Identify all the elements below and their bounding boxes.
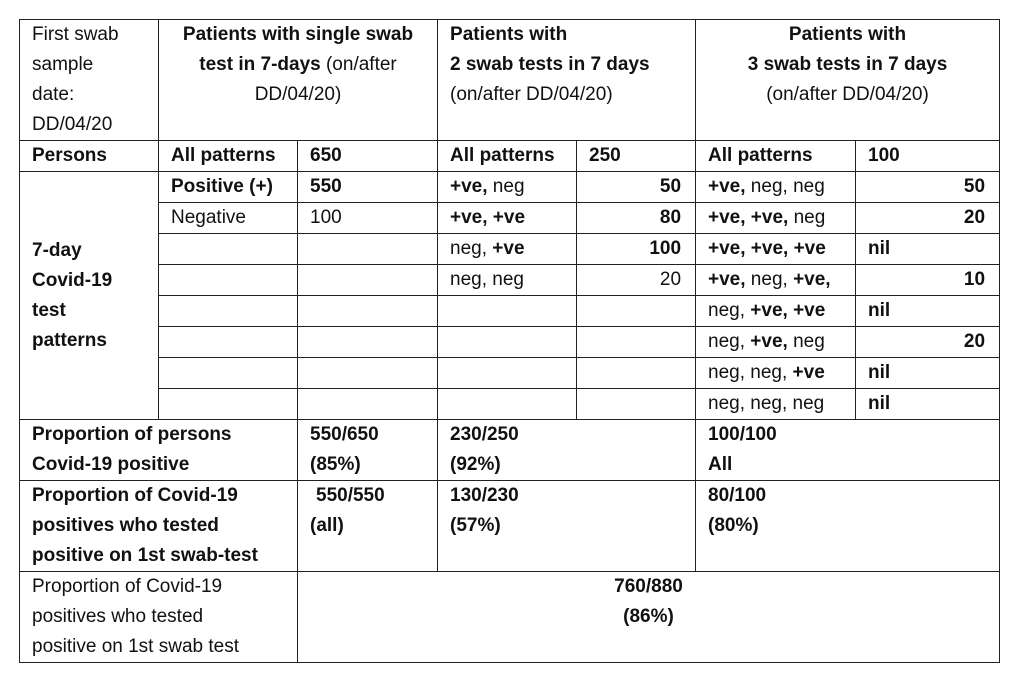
value-line: 550/650 (310, 424, 379, 445)
empty-cell (159, 234, 298, 265)
label-line: Proportion of Covid-19 (32, 485, 238, 506)
header-two-line2: 2 swab tests in 7 days (450, 54, 650, 75)
header-three-line1: Patients with (788, 24, 907, 45)
header-first-swab-date (20, 20, 159, 141)
empty-cell (577, 327, 696, 358)
three-proportion-first (696, 481, 1000, 572)
overall-label (20, 572, 298, 663)
two-pattern-count: 50 (659, 176, 682, 197)
single-all-patterns-count: 650 (310, 145, 342, 166)
three-pattern-bold: +ve, (708, 269, 746, 290)
three-pattern-count: 10 (963, 269, 986, 290)
empty-cell (298, 327, 438, 358)
value-line: All (708, 454, 733, 475)
header-single-line1: Patients with single swab (182, 24, 414, 45)
label-line: positives who tested (32, 606, 204, 627)
empty-cell (159, 296, 298, 327)
header-three-line3: (on/after DD/04/20) (766, 84, 929, 105)
pattern-row (20, 172, 1000, 203)
pattern-row (20, 265, 1000, 296)
header-first-line: DD/04/20 (32, 114, 113, 135)
pattern-row (20, 327, 1000, 358)
empty-cell (438, 358, 577, 389)
three-pattern-normal: neg, neg, neg (708, 393, 825, 414)
header-two-swab (438, 20, 696, 141)
header-single-line3: DD/04/20) (254, 84, 342, 105)
label-line: positive on 1st swab test (32, 636, 239, 657)
empty-cell (159, 358, 298, 389)
three-pattern-count: 50 (963, 176, 986, 197)
empty-cell (438, 327, 577, 358)
single-pattern-label: Positive (+) (171, 176, 273, 197)
value-line: 230/250 (450, 424, 519, 445)
overall-value (298, 572, 1000, 663)
header-two-line3: (on/after DD/04/20) (450, 84, 613, 105)
value-line: (80%) (708, 515, 759, 536)
header-single-tail2: (on/after (320, 54, 397, 75)
header-single-bold2: test in 7-days (199, 54, 321, 75)
value-line: 130/230 (450, 485, 519, 506)
header-two-line1: Patients with (450, 24, 568, 45)
three-all-patterns-count: 100 (868, 145, 900, 166)
header-three-swab (696, 20, 1000, 141)
two-proportion-positive (438, 420, 696, 481)
value-line: (92%) (450, 454, 501, 475)
table-container (19, 19, 1000, 663)
proportion-positive-label (20, 420, 298, 481)
pattern-row (20, 234, 1000, 265)
three-pattern-bold: +ve, +ve (750, 300, 826, 321)
header-first-line: First swab (32, 24, 119, 45)
single-pattern-count: 100 (310, 207, 342, 228)
three-all-patterns-label: All patterns (708, 145, 813, 166)
pattern-row (20, 389, 1000, 420)
label-line: Proportion of Covid-19 (32, 576, 223, 597)
header-row (20, 20, 1000, 141)
empty-cell (577, 296, 696, 327)
two-pattern-count: 20 (659, 269, 682, 290)
value-line: 760/880 (614, 576, 683, 597)
two-all-patterns-label: All patterns (450, 145, 555, 166)
value-line: (57%) (450, 515, 501, 536)
two-proportion-first (438, 481, 696, 572)
pattern-row (20, 203, 1000, 234)
three-pattern-normal: neg (788, 207, 826, 228)
empty-cell (298, 389, 438, 420)
empty-cell (577, 358, 696, 389)
three-pattern-normal: neg, neg, (708, 362, 793, 383)
two-pattern-normal: neg, (450, 238, 493, 259)
header-first-line: date: (32, 84, 75, 105)
single-all-patterns-label: All patterns (171, 145, 276, 166)
value-line: (85%) (310, 454, 361, 475)
single-pattern-count: 550 (310, 176, 342, 197)
single-proportion-positive (298, 420, 438, 481)
label-line: Covid-19 positive (32, 454, 190, 475)
label-line: positive on 1st swab-test (32, 545, 258, 566)
single-pattern-label: Negative (171, 207, 246, 228)
three-pattern-count: nil (868, 393, 891, 414)
three-pattern-bold: +ve (792, 362, 825, 383)
empty-cell (298, 265, 438, 296)
three-pattern-bold: +ve, (750, 331, 788, 352)
empty-cell (298, 296, 438, 327)
three-pattern-normal: neg (787, 331, 825, 352)
two-pattern-normal: neg (487, 176, 525, 197)
proportion-positive-row (20, 420, 1000, 481)
overall-row (20, 572, 1000, 663)
three-pattern-count: 20 (963, 331, 986, 352)
three-pattern-count: nil (868, 300, 891, 321)
empty-cell (159, 389, 298, 420)
pattern-row (20, 358, 1000, 389)
two-pattern-count: 100 (649, 238, 682, 259)
two-pattern-bold: +ve (492, 238, 525, 259)
three-pattern-normal: neg, neg (745, 176, 825, 197)
patterns-label-cell (20, 172, 159, 420)
two-pattern-normal: neg, neg (450, 269, 524, 290)
persons-row (20, 141, 1000, 172)
empty-cell (298, 234, 438, 265)
three-pattern-bold: +ve, (708, 176, 746, 197)
value-line: 550/550 (316, 485, 385, 506)
value-line: (86%) (623, 606, 674, 627)
value-line: (all) (310, 515, 344, 536)
three-pattern-count: nil (868, 238, 891, 259)
three-pattern-count: nil (868, 362, 891, 383)
label-line: Proportion of persons (32, 424, 232, 445)
two-pattern-count: 80 (659, 207, 682, 228)
empty-cell (159, 327, 298, 358)
empty-cell (159, 265, 298, 296)
header-first-line: sample (32, 54, 94, 75)
persons-label: Persons (32, 145, 107, 166)
two-pattern-bold: +ve, (450, 176, 488, 197)
header-three-line2: 3 swab tests in 7 days (747, 54, 948, 75)
header-single-swab (159, 20, 438, 141)
three-pattern-normal: neg, (708, 300, 751, 321)
three-proportion-positive (696, 420, 1000, 481)
two-all-patterns-count: 250 (589, 145, 621, 166)
patterns-label-line: patterns (32, 329, 107, 351)
three-pattern-bold: +ve, (793, 269, 831, 290)
empty-cell (438, 296, 577, 327)
label-line: positives who tested (32, 515, 219, 536)
value-line: 100/100 (708, 424, 777, 445)
proportion-first-test-label (20, 481, 298, 572)
empty-cell (577, 389, 696, 420)
patterns-label-line: Covid-19 (32, 269, 113, 291)
patterns-label-line: 7-day (32, 239, 82, 261)
three-pattern-normal: neg, (745, 269, 794, 290)
two-pattern-bold: +ve, +ve (450, 207, 526, 228)
three-pattern-normal: neg, (708, 331, 751, 352)
covid-swab-table (19, 19, 1000, 663)
value-line: 80/100 (708, 485, 767, 506)
single-proportion-first (298, 481, 438, 572)
patterns-label-line: test (32, 299, 66, 321)
three-pattern-count: 20 (963, 207, 986, 228)
empty-cell (438, 389, 577, 420)
empty-cell (298, 358, 438, 389)
three-pattern-bold: +ve, +ve, +ve (708, 238, 826, 259)
three-pattern-bold: +ve, +ve, (708, 207, 789, 228)
pattern-row (20, 296, 1000, 327)
proportion-first-test-row (20, 481, 1000, 572)
